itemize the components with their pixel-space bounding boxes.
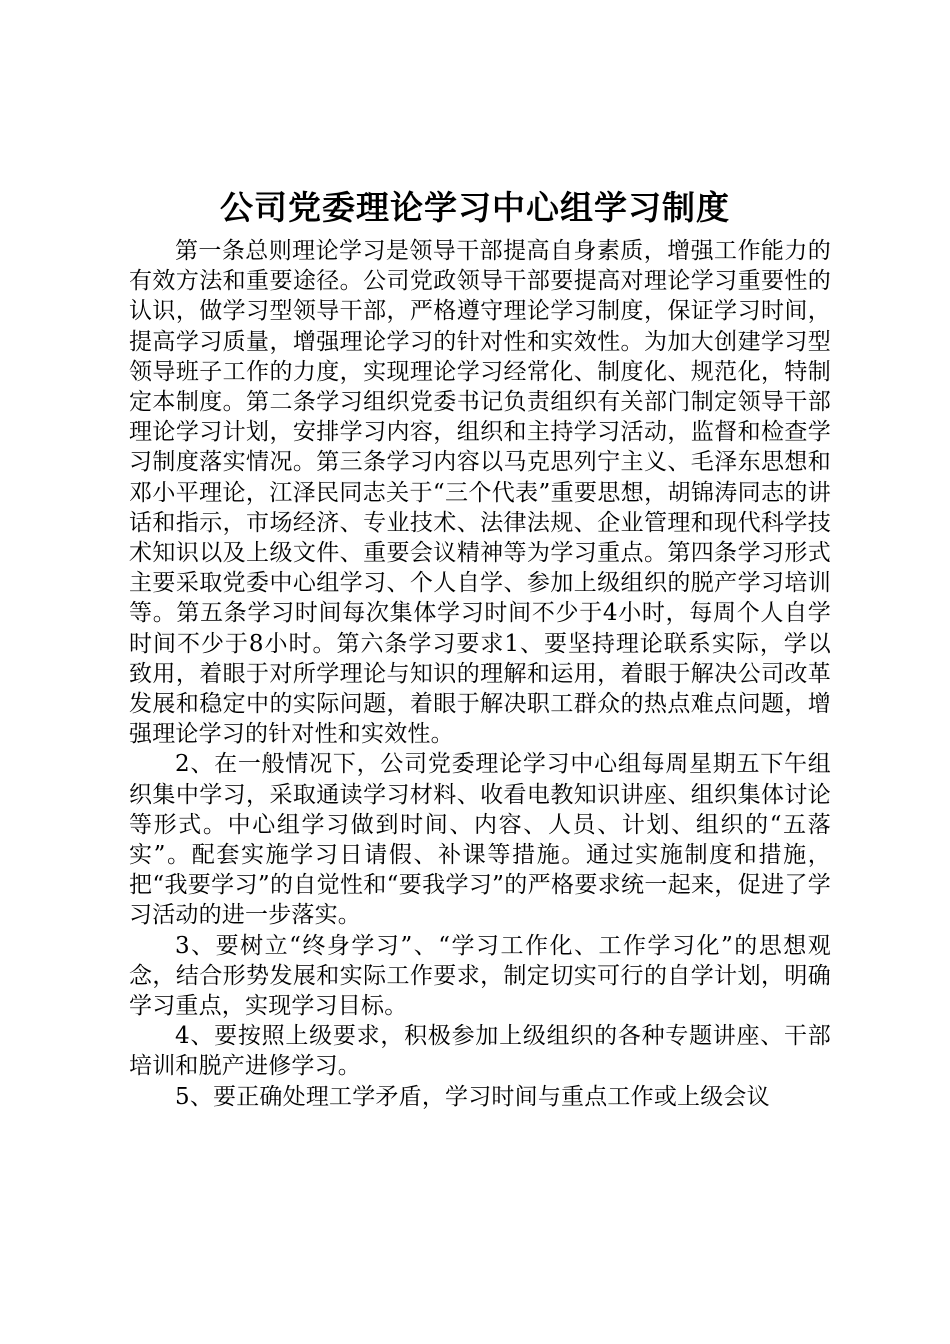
paragraph-1: 第一条总则理论学习是领导干部提高自身素质，增强工作能力的有效方法和重要途径。公司党政领导干部要提高对理论学习重要性的认识，做学习型领导干部，严格遵守理论学习制度，保证学习时间，提高学习质量，增强理论学习的针对性和实效性。为加大创建学习型领导班子工作的力度，实现理论学习经常化、制度化、规范化，特制定本制度。第二条学习组织党委书记负责组织有关部门制定领导干部理论学习计划，安排学习内容，组织和主持学习活动，监督和检查学习制度落实情况。第三条学习内容以马克思列宁主义、毛泽东思想和邓小平理论，江泽民同志关于“三个代表”重要思想，胡锦涛同志的讲话和指示，市场经济、专业技术、法律法规、企业管理和现代科学技术知识以及上级文件、重要会议精神等为学习重点。第四条学习形式主要采取党委中心组学习、个人自学、参加上级组织的脱产学习培训等。第五条学习时间每次集体学习时间不少于4小时，每周个人自学时间不少于8小时。第六条学习要求1、要坚持理论联系实际，学以致用，着眼于对所学理论与知识的理解和运用，着眼于解决公司改革发展和稳定中的实际问题，着眼于解决职工群众的热点难点问题，增强理论学习的针对性和实效性。 — [129, 238, 831, 748]
paragraph-2: 2、在一般情况下，公司党委理论学习中心组每周星期五下午组织集中学习，采取通读学习材料、收看电教知识讲座、组织集体讨论等形式。中心组学习做到时间、内容、人员、计划、组织的“五落实”。配套实施学习日请假、补课等措施。通过实施制度和措施，把“我要学习”的自觉性和“要我学习”的严格要求统一起来，促进了学习活动的进一步落实。 — [129, 751, 831, 929]
paragraph-3: 3、要树立“终身学习”、“学习工作化、工作学习化”的思想观念，结合形势发展和实际工作要求，制定切实可行的自学计划，明确学习重点，实现学习目标。 — [129, 932, 831, 1020]
paragraph-5: 5、要正确处理工学矛盾，学习时间与重点工作或上级会议 — [175, 1083, 770, 1110]
document-body — [129, 236, 831, 1112]
paragraph-4: 4、要按照上级要求，积极参加上级组织的各种专题讲座、干部培训和脱产进修学习。 — [129, 1023, 831, 1080]
document-title: 公司党委理论学习中心组学习制度 — [220, 188, 730, 227]
